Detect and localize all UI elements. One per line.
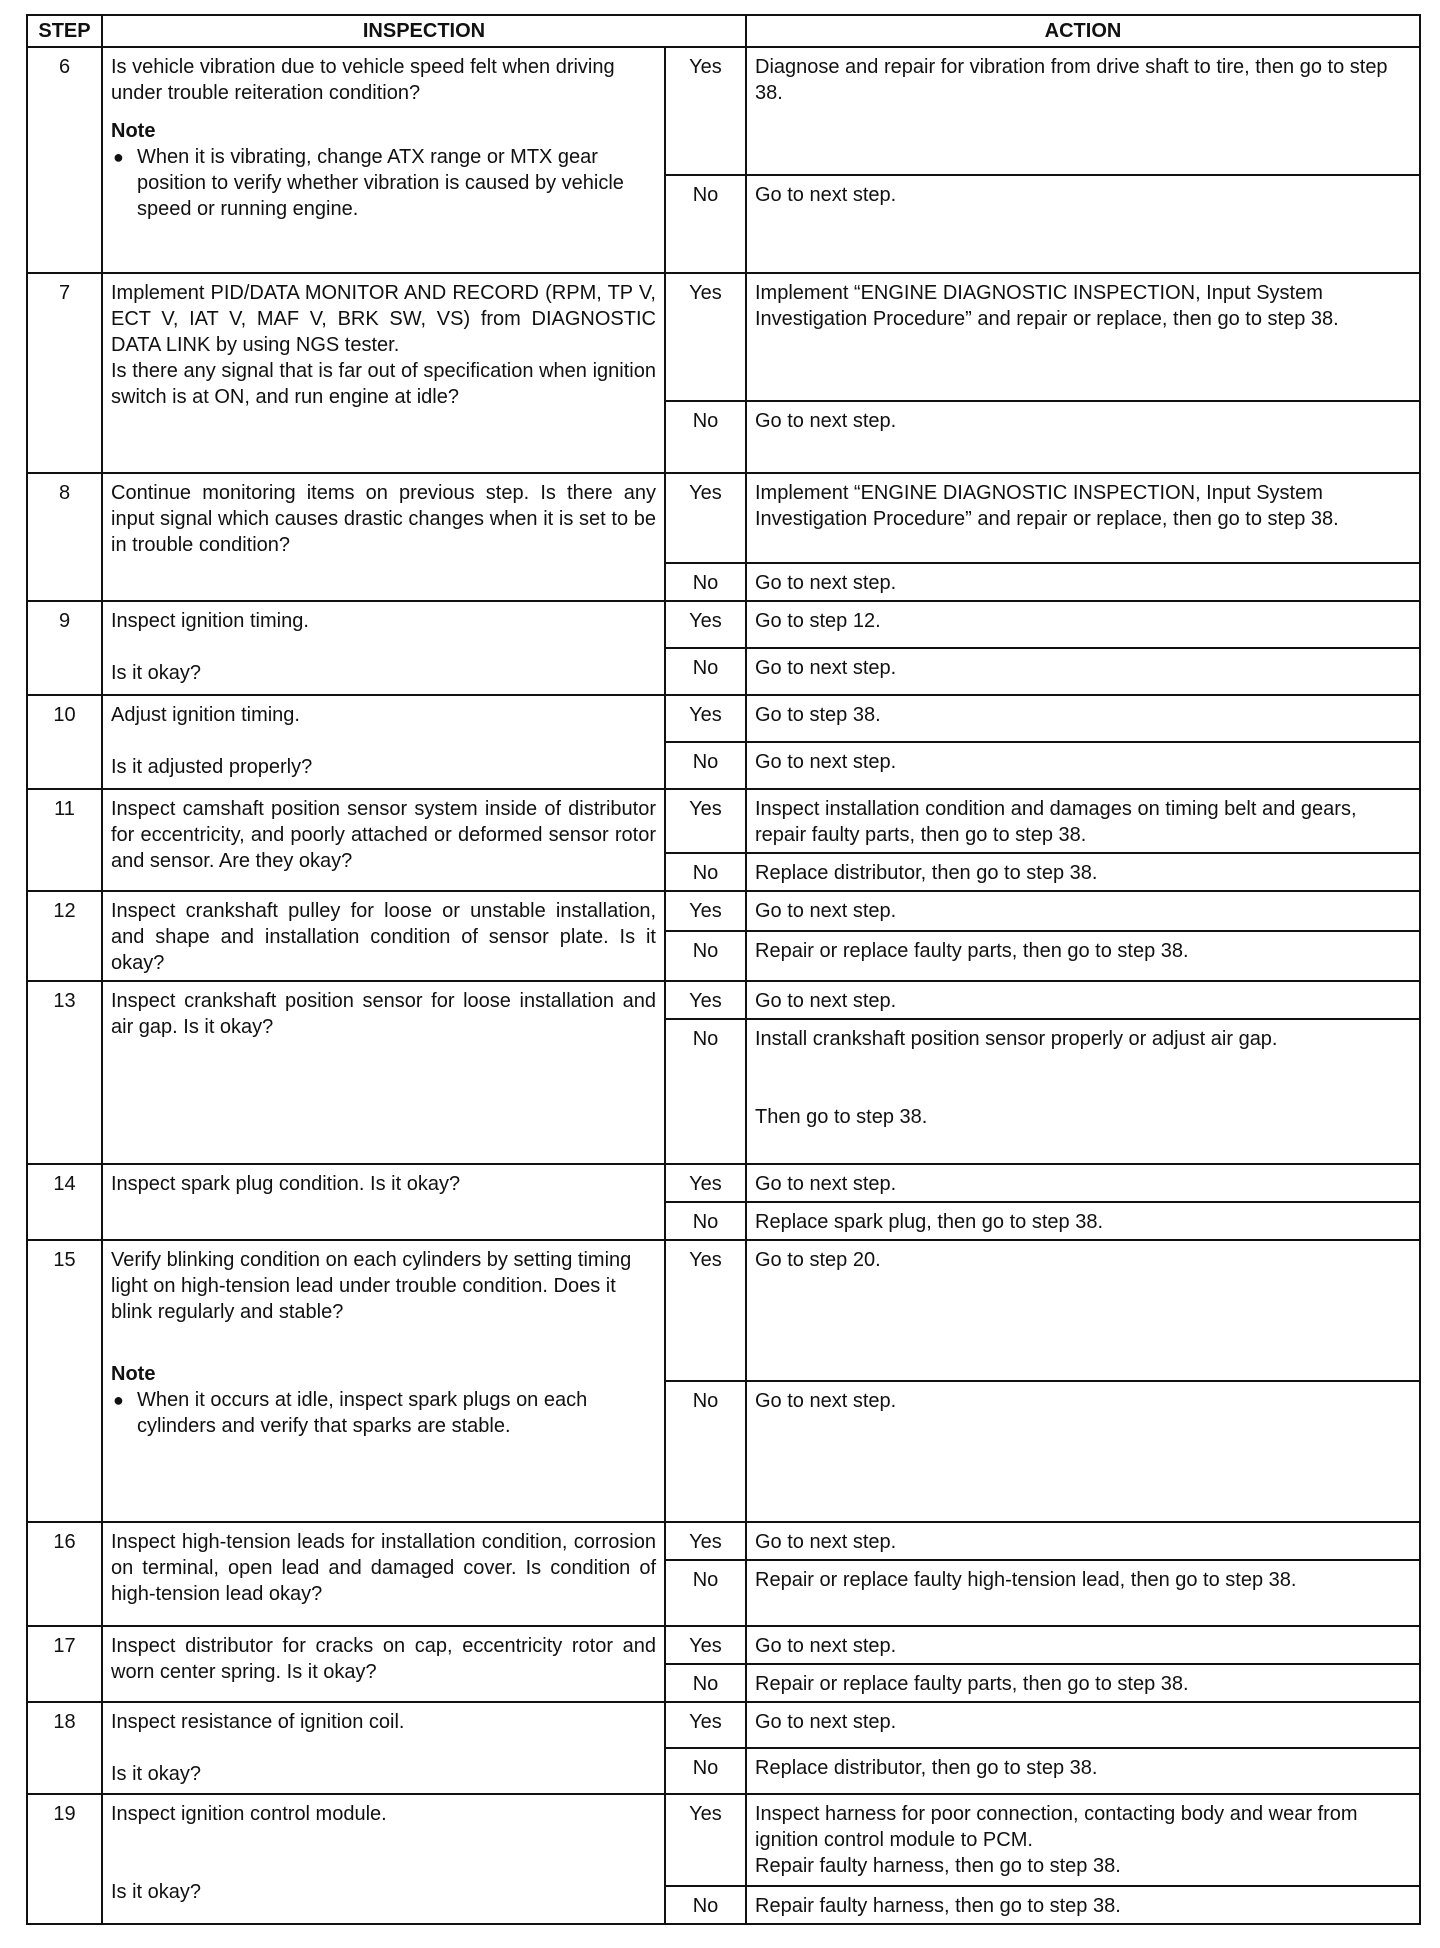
no-label: No [665, 1019, 746, 1164]
yes-action-cell [746, 1794, 1420, 1886]
no-action-cell [746, 1019, 1420, 1164]
step-number: 10 [27, 695, 102, 789]
inspection-question: Inspect ignition control module. [111, 1803, 387, 1825]
no-label: No [665, 1886, 746, 1924]
step-row-7-yes [27, 273, 1420, 401]
spacer [111, 634, 656, 660]
no-label: No [665, 1748, 746, 1794]
yes-action: Go to next step. [746, 1626, 1420, 1664]
spacer [111, 1735, 656, 1761]
inspection-cell [102, 1702, 665, 1794]
step-number: 19 [27, 1794, 102, 1924]
yes-label: Yes [665, 891, 746, 931]
inspection-cell [102, 273, 665, 473]
note-item [111, 1387, 656, 1439]
spacer [755, 1052, 1411, 1104]
inspection-cell [102, 695, 665, 789]
no-label: No [665, 742, 746, 789]
yes-action: Go to next step. [746, 1522, 1420, 1560]
step-number: 9 [27, 601, 102, 695]
step-number: 6 [27, 47, 102, 273]
step-row-11-yes [27, 789, 1420, 853]
yes-action: Implement “ENGINE DIAGNOSTIC INSPECTION, Input System Investigation Procedure” and repair or replace, then go to step 38. [746, 473, 1420, 563]
inspection-cell [102, 1794, 665, 1924]
step-row-14-yes [27, 1164, 1420, 1202]
inspection-question: Adjust ignition timing. [111, 704, 300, 726]
no-action: Go to next step. [746, 401, 1420, 473]
no-label: No [665, 563, 746, 601]
yes-label: Yes [665, 695, 746, 742]
no-label: No [665, 1202, 746, 1240]
no-action: Replace distributor, then go to step 38. [746, 853, 1420, 891]
action-header: ACTION [746, 15, 1420, 47]
yes-action: Go to step 38. [746, 695, 1420, 742]
no-action: Repair faulty harness, then go to step 38. [746, 1886, 1420, 1924]
yes-label: Yes [665, 473, 746, 563]
inspection-question-2: Is it okay? [111, 662, 202, 684]
yes-action: Diagnose and repair for vibration from drive shaft to tire, then go to step 38. [746, 47, 1420, 175]
inspection-question: Inspect spark plug condition. Is it okay? [111, 1173, 461, 1195]
inspection-question: Inspect crankshaft pulley for loose or unstable installation, and shape and installation condition of sensor plate. Is it okay? [111, 900, 656, 974]
no-label: No [665, 1560, 746, 1626]
yes-action: Inspect harness for poor connection, contacting body and wear from ignition control module to PCM. [755, 1803, 1358, 1851]
step-number: 14 [27, 1164, 102, 1240]
step-row-6-yes [27, 47, 1420, 175]
no-action: Go to next step. [746, 742, 1420, 789]
step-row-15-yes [27, 1240, 1420, 1381]
diagnostic-table [26, 14, 1421, 1925]
no-label: No [665, 648, 746, 695]
yes-label: Yes [665, 789, 746, 853]
yes-action: Implement “ENGINE DIAGNOSTIC INSPECTION, Input System Investigation Procedure” and repair or replace, then go to step 38. [746, 273, 1420, 401]
inspection-cell [102, 473, 665, 601]
no-label: No [665, 401, 746, 473]
yes-label: Yes [665, 1240, 746, 1381]
yes-label: Yes [665, 273, 746, 401]
inspection-cell [102, 601, 665, 695]
yes-action: Go to step 12. [746, 601, 1420, 648]
no-label: No [665, 1664, 746, 1702]
no-action: Repair or replace faulty high-tension lead, then go to step 38. [746, 1560, 1420, 1626]
inspection-question: Inspect camshaft position sensor system inside of distributor for eccentricity, and poorly attached or deformed sensor rotor and sensor. Are they okay? [111, 798, 656, 872]
yes-label: Yes [665, 981, 746, 1019]
step-row-17-yes [27, 1626, 1420, 1664]
step-row-16-yes [27, 1522, 1420, 1560]
inspection-question: Inspect ignition timing. [111, 610, 309, 632]
no-action-2: Then go to step 38. [755, 1106, 928, 1128]
no-label: No [665, 931, 746, 981]
yes-label: Yes [665, 1626, 746, 1664]
inspection-question: Inspect resistance of ignition coil. [111, 1711, 405, 1733]
step-number: 15 [27, 1240, 102, 1522]
inspection-question-2: Is it okay? [111, 1881, 202, 1903]
no-action: Go to next step. [746, 648, 1420, 695]
spacer [111, 728, 656, 754]
inspection-cell [102, 1164, 665, 1240]
step-number: 11 [27, 789, 102, 891]
procedure-page [26, 14, 1421, 1925]
yes-action: Inspect installation condition and damages on timing belt and gears, repair faulty parts, then go to step 38. [746, 789, 1420, 853]
no-label: No [665, 1381, 746, 1522]
inspection-cell [102, 789, 665, 891]
no-action: Repair or replace faulty parts, then go to step 38. [746, 931, 1420, 981]
note-item [111, 144, 656, 222]
no-action: Replace distributor, then go to step 38. [746, 1748, 1420, 1794]
header-row [27, 15, 1420, 47]
inspection-question-2: Is it adjusted properly? [111, 756, 313, 778]
bullet-icon: ● [113, 147, 124, 167]
inspection-cell [102, 47, 665, 273]
yes-label: Yes [665, 1702, 746, 1748]
no-action: Go to next step. [746, 1381, 1420, 1522]
step-row-9-yes [27, 601, 1420, 648]
step-row-8-yes [27, 473, 1420, 563]
step-number: 18 [27, 1702, 102, 1794]
inspection-header: INSPECTION [102, 15, 746, 47]
inspection-question: Inspect crankshaft position sensor for loose installation and air gap. Is it okay? [111, 990, 656, 1038]
inspection-question: Inspect distributor for cracks on cap, eccentricity rotor and worn center spring. Is it okay? [111, 1635, 656, 1683]
no-action: Install crankshaft position sensor properly or adjust air gap. [755, 1028, 1278, 1050]
step-number: 13 [27, 981, 102, 1164]
step-number: 17 [27, 1626, 102, 1702]
inspection-cell [102, 981, 665, 1164]
step-header: STEP [27, 15, 102, 47]
yes-label: Yes [665, 1522, 746, 1560]
bullet-icon: ● [113, 1390, 124, 1410]
no-action: Go to next step. [746, 175, 1420, 273]
yes-label: Yes [665, 1164, 746, 1202]
yes-action: Go to next step. [746, 1702, 1420, 1748]
step-row-10-yes [27, 695, 1420, 742]
inspection-question-2: Is there any signal that is far out of specification when ignition switch is at ON, and run engine at idle? [111, 360, 656, 408]
yes-action: Go to next step. [746, 891, 1420, 931]
step-number: 12 [27, 891, 102, 981]
no-label: No [665, 175, 746, 273]
no-label: No [665, 853, 746, 891]
inspection-question: Inspect high-tension leads for installation condition, corrosion on terminal, open lead and damaged cover. Is condition of high-tension lead okay? [111, 1531, 656, 1605]
note-title: Note [111, 1363, 156, 1385]
inspection-question: Continue monitoring items on previous step. Is there any input signal which causes drastic changes when it is set to be in trouble condition? [111, 482, 656, 556]
spacer [111, 1827, 656, 1879]
yes-action: Go to step 20. [746, 1240, 1420, 1381]
inspection-question-2: Is it okay? [111, 1763, 202, 1785]
note-title: Note [111, 120, 156, 142]
yes-label: Yes [665, 1794, 746, 1886]
note-text: When it is vibrating, change ATX range or MTX gear position to verify whether vibration is caused by vehicle speed or running engine. [137, 146, 624, 220]
yes-action: Go to next step. [746, 981, 1420, 1019]
inspection-cell [102, 1626, 665, 1702]
no-action: Replace spark plug, then go to step 38. [746, 1202, 1420, 1240]
step-row-19-yes [27, 1794, 1420, 1886]
no-action: Repair or replace faulty parts, then go to step 38. [746, 1664, 1420, 1702]
step-number: 8 [27, 473, 102, 601]
inspection-cell [102, 1240, 665, 1522]
step-number: 7 [27, 273, 102, 473]
step-row-18-yes [27, 1702, 1420, 1748]
inspection-cell [102, 891, 665, 981]
no-action: Go to next step. [746, 563, 1420, 601]
step-row-13-yes [27, 981, 1420, 1019]
inspection-question: Is vehicle vibration due to vehicle speed felt when driving under trouble reiteration condition? [111, 56, 615, 104]
note-text: When it occurs at idle, inspect spark plugs on each cylinders and verify that sparks are stable. [137, 1389, 588, 1437]
inspection-cell [102, 1522, 665, 1626]
inspection-question: Implement PID/DATA MONITOR AND RECORD (RPM, TP V, ECT V, IAT V, MAF V, BRK SW, VS) from DIAGNOSTIC DATA LINK by using NGS tester. [111, 282, 656, 356]
step-number: 16 [27, 1522, 102, 1626]
inspection-question: Verify blinking condition on each cylinders by setting timing light on high-tension lead under trouble condition. Does it blink regularly and stable? [111, 1249, 632, 1323]
yes-action: Go to next step. [746, 1164, 1420, 1202]
yes-action-2: Repair faulty harness, then go to step 38. [755, 1855, 1121, 1877]
step-row-12-yes [27, 891, 1420, 931]
yes-label: Yes [665, 601, 746, 648]
yes-label: Yes [665, 47, 746, 175]
